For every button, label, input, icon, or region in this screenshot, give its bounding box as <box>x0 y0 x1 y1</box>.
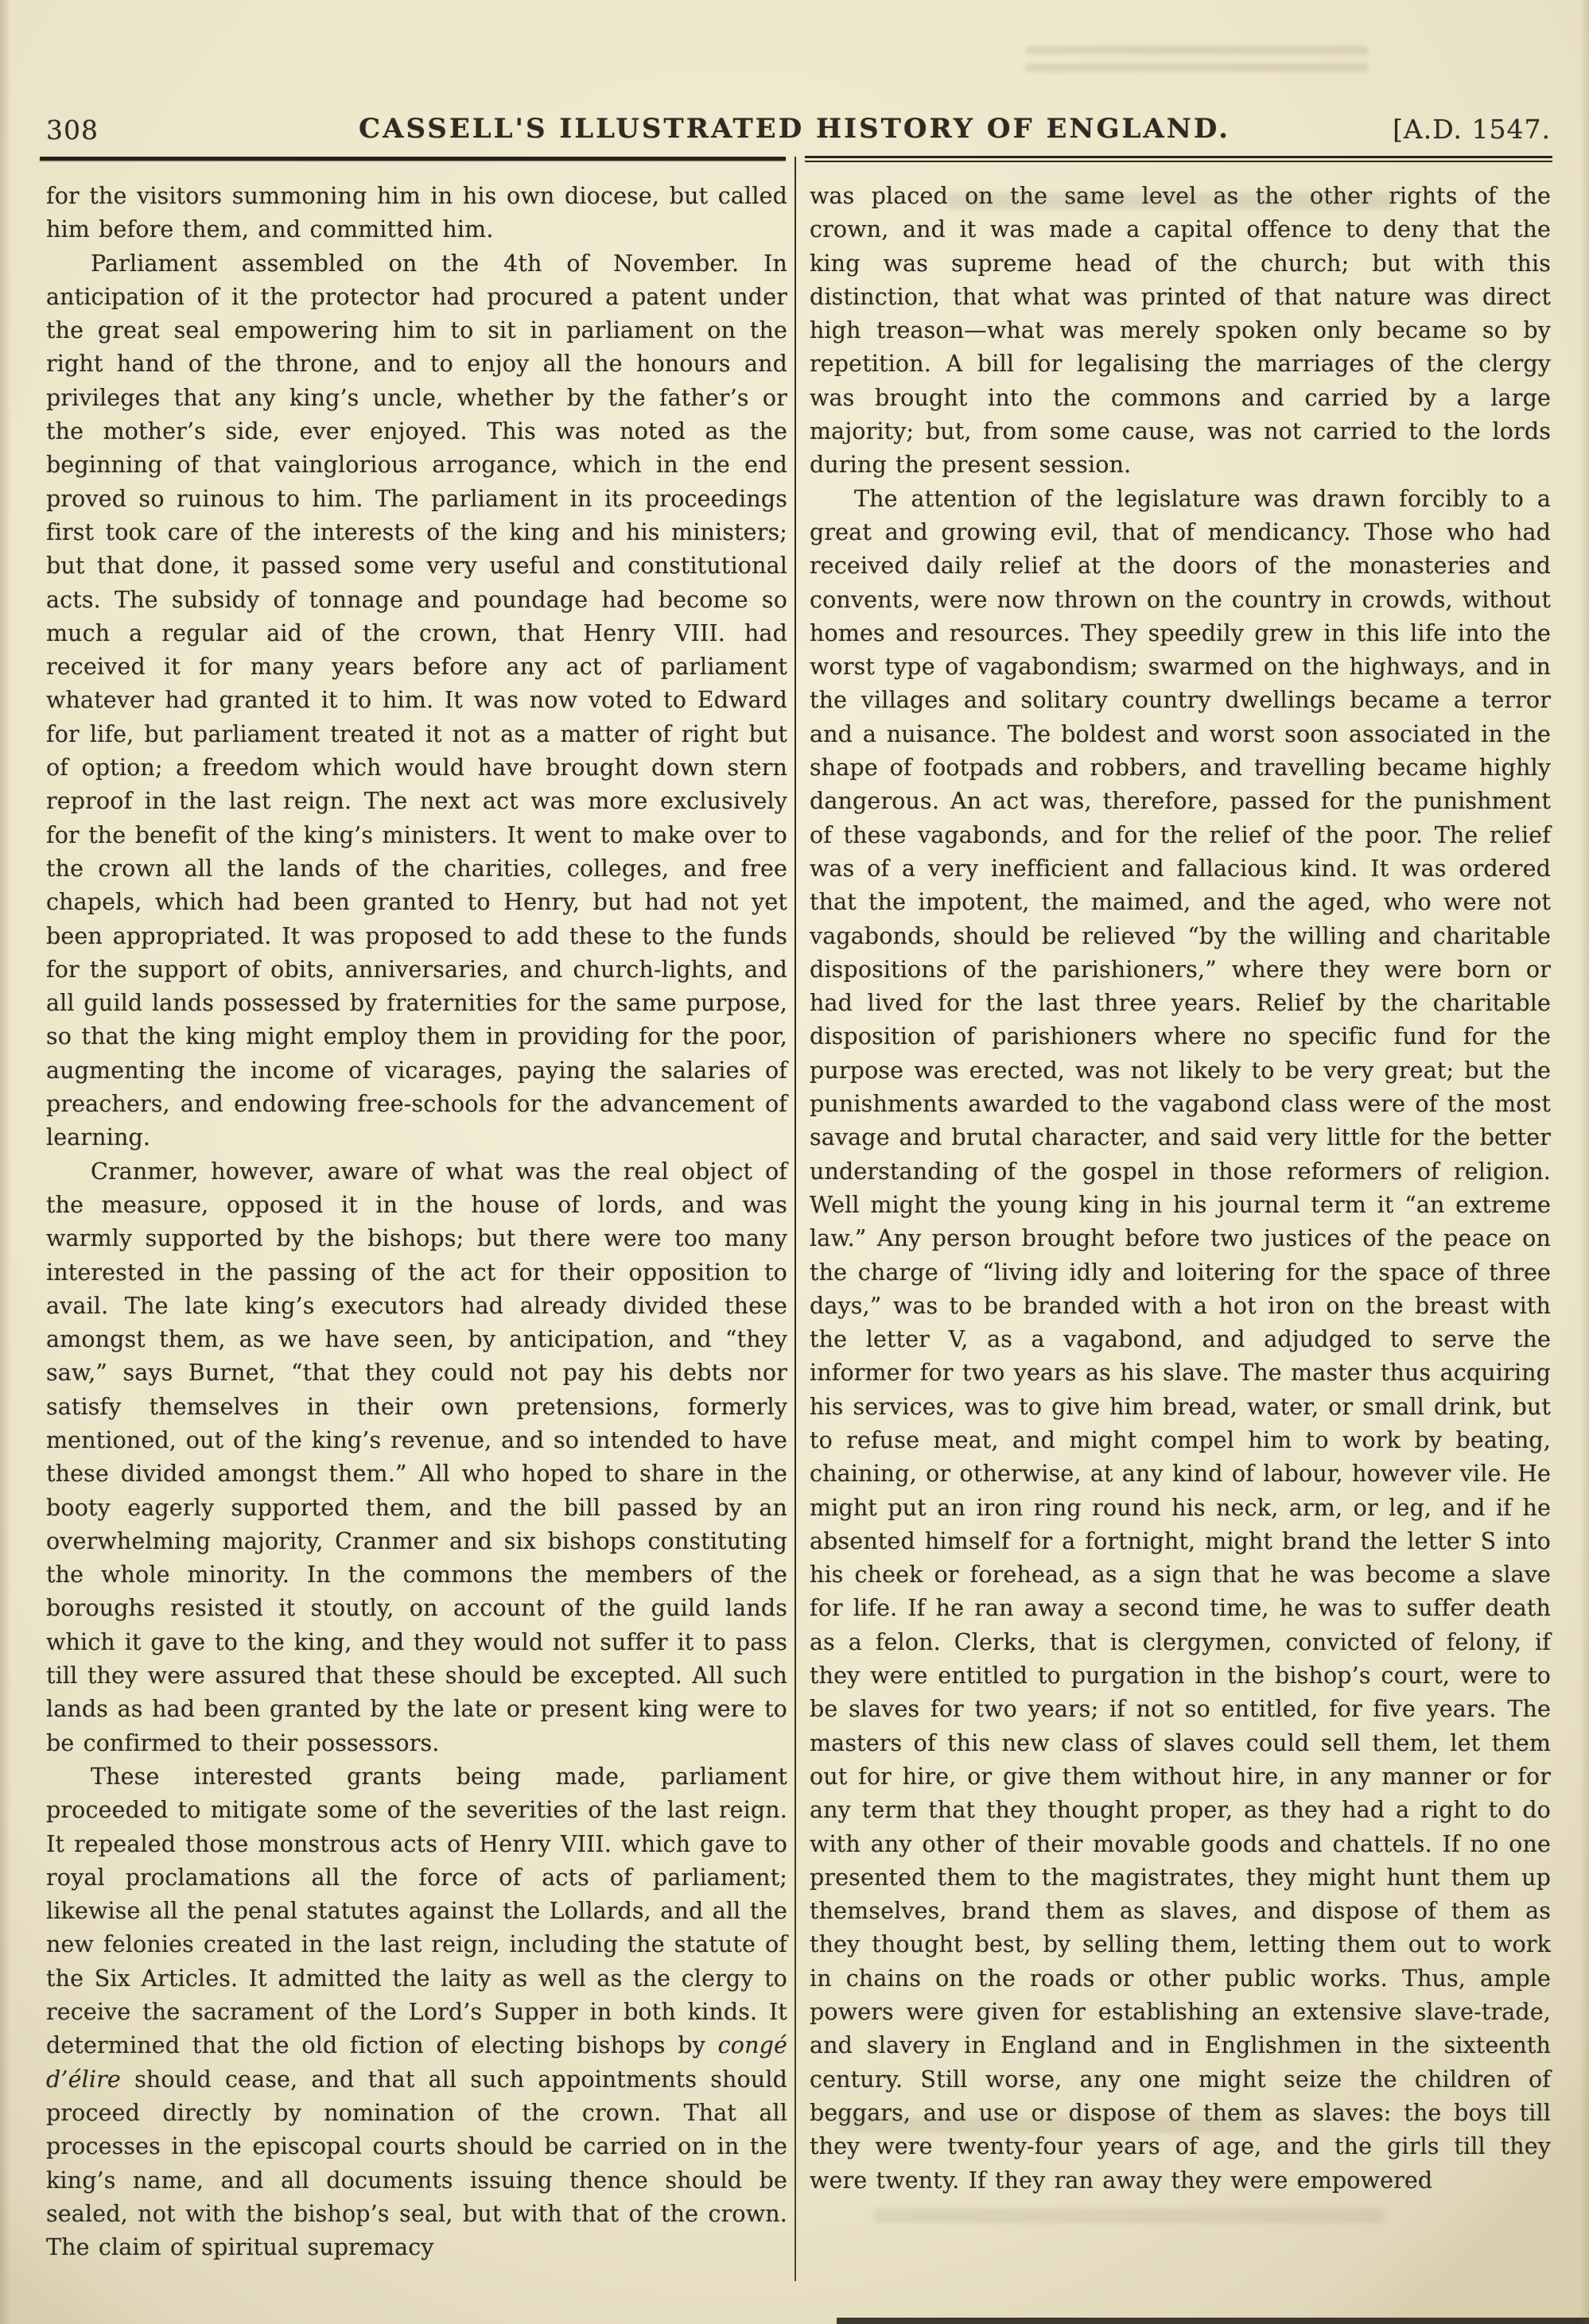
paragraph: Cranmer, however, aware of what was the real object of the measure, opposed it in the house of lords, and was warmly supported by the bishops; but there were too many interested in the passing of the act for their opposition to avail. The late king’s executors had already divided these amongst them, as we have seen, by anticipation, and “they saw,” says Burnet, “that they could not pay his debts nor satisfy themselves in their own pretensions, formerly mentioned, out of the king’s revenue, and so intended to have these divided amongst them.” All who hoped to share in the booty eagerly supported them, and the bill passed by an overwhelming majority, Cranmer and six bishops constituting the whole minority. In the commons the members of the boroughs resisted it stoutly, on account of the guild lands which it gave to the king, and they would not suffer it to pass till they were assured that these should be excepted. All such lands as had been granted by the late or present king were to be confirmed to their possessors. <box>46 1158 787 1756</box>
header-rule-left <box>40 157 786 161</box>
left-column <box>46 180 787 2264</box>
ink-bleedthrough <box>1026 46 1368 81</box>
column-divider <box>794 157 796 2281</box>
paragraph: was placed on the same level as the other rights of the crown, and it was made a capital offence to deny that the king was supreme head of the church; but with this distinction, that what was printed of that nature was direct high treason—what was merely spoken only became so by repetition. A bill for legalising the marriages of the clergy was brought into the commons and carried by a large majority; but, from some cause, was not carried to the lords during the present session. <box>810 183 1551 479</box>
right-column <box>810 180 1551 2198</box>
page-title: CASSELL'S ILLUSTRATED HISTORY OF ENGLAND. <box>359 113 1230 145</box>
paragraph: for the visitors summoning him in his own diocese, but called him before them, and committed him. <box>46 183 787 243</box>
page-date: [A.D. 1547. <box>1393 114 1551 145</box>
paragraph: Parliament assembled on the 4th of November. In anticipation of it the protector had procured a patent under the great seal empowering him to sit in parliament on the right hand of the throne, and to enjoy all the honours and privileges that any king’s uncle, whether by the father’s or the mother’s side, ever enjoyed. This was noted as the beginning of that vainglorious arrogance, which in the end proved so ruinous to him. The parliament in its proceedings first took care of the interests of the king and his ministers; but that done, it passed some very useful and constitutional acts. The subsidy of tonnage and poundage had become so much a regular aid of the crown, that Henry VIII. had received it for many years before any act of parliament whatever had granted it to him. It was now voted to Edward for life, but parliament treated it not as a matter of right but of option; a freedom which would have brought down stern reproof in the last reign. The next act was more exclusively for the benefit of the king’s ministers. It went to make over to the crown all the lands of the charities, colleges, and free chapels, which had been granted to Henry, but had not yet been appropriated. It was proposed to add these to the funds for the support of obits, anniversaries, and church-lights, and all guild lands possessed by fraternities for the same purpose, so that the king might employ them in providing for the poor, augmenting the income of vicarages, paying the salaries of preachers, and endowing free-schools for the advancement of learning. <box>46 250 787 1151</box>
paragraph: The attention of the legislature was drawn forcibly to a great and growing evil, that of mendicancy. Those who had received daily relief at the doors of the monasteries and convents, were now thrown on the country in crowds, without homes and resources. They speedily grew in this life into the worst type of vagabondism; swarmed on the highways, and in the villages and solitary country dwellings became a terror and a nuisance. The boldest and worst soon associated in the shape of footpads and robbers, and travelling became highly dangerous. An act was, therefore, passed for the punishment of these vagabonds, and for the relief of the poor. The relief was of a very inefficient and fallacious kind. It was ordered that the impotent, the maimed, and the aged, who were not vagabonds, should be relieved “by the willing and charitable dispositions of the parishioners,” where they were born or had lived for the last three years. Relief by the charitable disposition of parishioners where no specific fund for the purpose was erected, was not likely to be very great; but the punishments awarded to the vagabond class were of the most savage and brutal character, and said very little for the better understanding of the gospel in those reformers of religion. Well might the young king in his journal term it “an extreme law.” Any person brought before two justices of the peace on the charge of “living idly and loitering for the space of three days,” was to be branded with a hot iron on the breast with the letter V, as a vagabond, and adjudged to serve the informer for two years as his slave. The master thus acquiring his services, was to give him bread, water, or small drink, but to refuse meat, and might compel him to work by beating, chaining, or otherwise, at any kind of labour, however vile. He might put an iron ring round his neck, arm, or leg, and if he absented himself for a fortnight, might brand the letter S into his cheek or forehead, as a sign that he was become a slave for life. If he ran away a second time, he was to suffer death as a felon. Clerks, that is clergymen, convicted of felony, if they were entitled to purgation in the bishop’s court, were to be slaves for two years; if not so entitled, for five years. The masters of this new class of slaves could sell them, let them out for hire, or give them without hire, in any manner or for any term that they thought proper, as they had a right to do with any other of their movable goods and chattels. If no one presented them to the magistrates, they might hunt them up themselves, brand them as slaves, and dispose of them as they thought best, by selling them, letting them out to work in chains on the roads or other public works. Thus, ample powers were given for establishing an extensive slave-trade, and slavery in England and in Englishmen in the sixteenth century. Still worse, any one might seize the children of beggars, and use or dispose of them as slaves: the boys till they were twenty-four years of age, and the girls till they were twenty. If they ran away they were empowered <box>810 485 1551 2194</box>
header-rule-right <box>805 156 1552 162</box>
scan-edge-shadow <box>837 2318 1589 2324</box>
ink-bleedthrough <box>875 2209 1384 2223</box>
paragraph: These interested grants being made, parliament proceeded to mitigate some of the severities of the last reign. It repealed those monstrous acts of Henry VIII. which gave to royal proclamations all the force of acts of parliament; likewise all the penal statutes against the Lollards, and all the new felonies created in the last reign, including the statute of the Six Articles. It admitted the laity as well as the clergy to receive the sacrament of the Lord’s Supper in both kinds. It determined that the old fiction of electing bishops by congé d’élire should cease, and that all such appointments should proceed directly by nomination of the crown. That all processes in the episcopal courts should be carried on in the king’s name, and all documents issuing thence should be sealed, not with the bishop’s seal, but with that of the crown. The claim of spiritual supremacy <box>46 1763 787 2261</box>
page-number: 308 <box>46 114 99 145</box>
